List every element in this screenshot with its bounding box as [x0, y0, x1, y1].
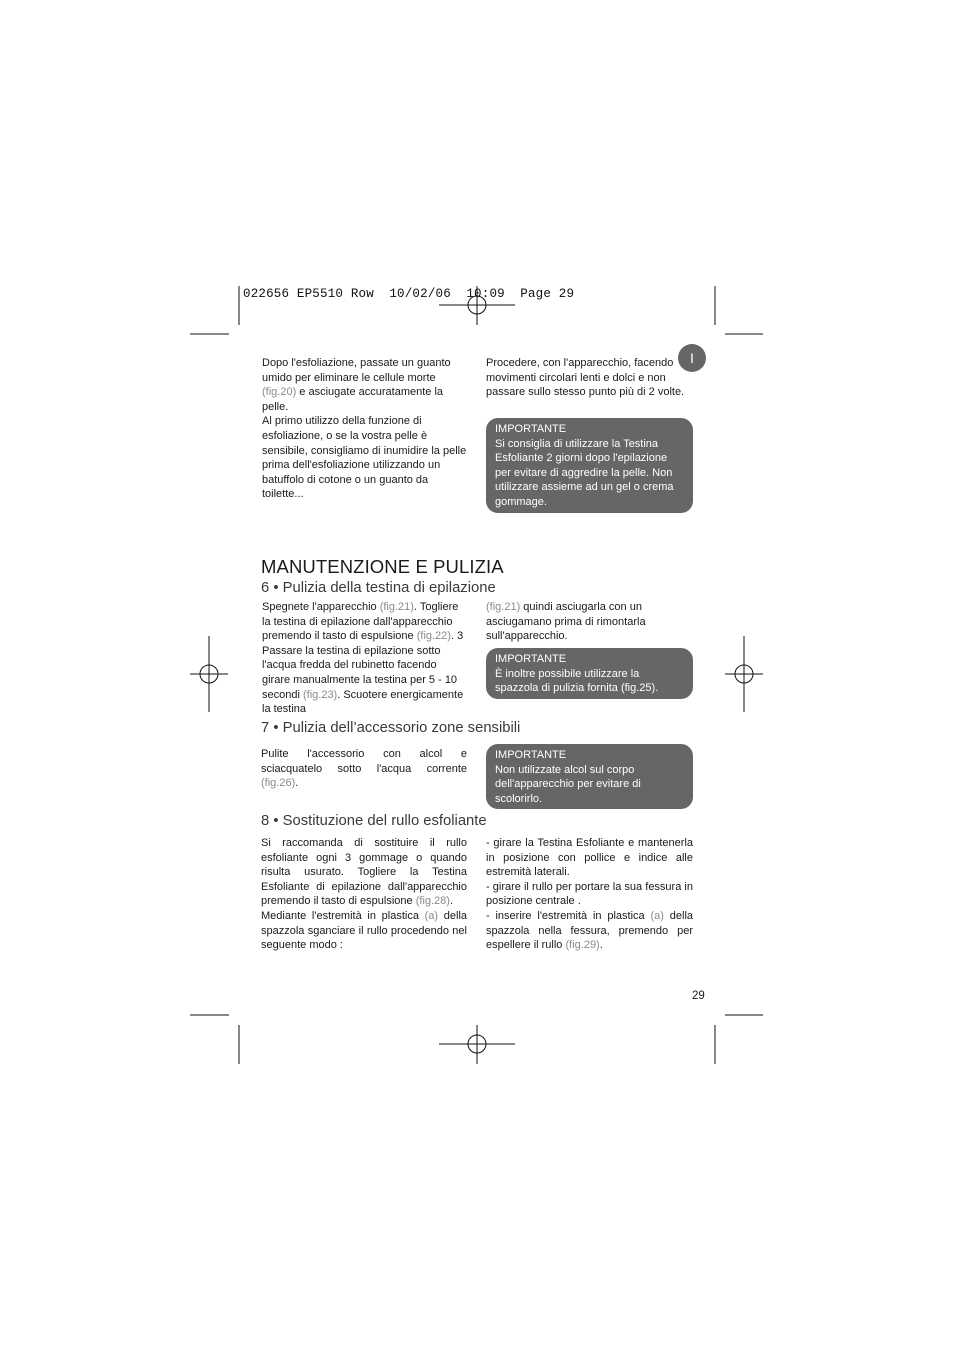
- page-title: MANUTENZIONE E PULIZIA: [261, 556, 504, 577]
- callout-text: È inoltre possibile utilizzare la spazzola di pulizia fornita (fig.25).: [495, 667, 659, 695]
- important-callout-alcohol: [486, 744, 693, 809]
- section-8-left-text-2: Mediante l'estremità in plastica (a) della spazzola sganciare il rullo procedendo nel seguente modo :: [261, 909, 467, 952]
- section-8-right-column: [486, 836, 693, 953]
- section-7-left-column: [261, 747, 467, 791]
- section-6-left-text: Spegnete l'apparecchio (fig.21). Togliere la testina di epilazione dall'apparecchio premendo il tasto di espulsione (fig.22). 3 Passare la testina di epilazione sotto l'acqua fredda del rubinetto facendo girare manualmente la testina per 5 - 10 secondi (fig.23). Scuotere energicamente la testina: [262, 601, 464, 716]
- callout-title: IMPORTANTE: [495, 749, 567, 761]
- section-6-left-column: [262, 600, 467, 717]
- section-8-step-3: - inserire l'estremità in plastica (a) della spazzola nella fessura, premendo per espellere il rullo (fig.29).: [486, 909, 693, 952]
- page-number: 29: [692, 990, 705, 1002]
- intro-paragraph-1: Dopo l'esfoliazione, passate un guanto umido per eliminare le cellule morte (fig.20) e asciugate accuratamente la pelle.: [262, 357, 451, 413]
- section-7-left-text: Pulite l'accessorio con alcol e sciacquatelo sotto l'acqua corrente (fig.26).: [261, 748, 467, 790]
- section-6-heading: 6 • Pulizia della testina di epilazione: [261, 580, 496, 596]
- section-8-heading: 8 • Sostituzione del rullo esfoliante: [261, 813, 487, 829]
- callout-text: Non utilizzate alcol sul corpo dell'apparecchio per evitare di scolorirlo.: [495, 763, 641, 805]
- important-callout-cleaning-brush: [486, 648, 693, 699]
- section-8-left-text-1: Si raccomanda di sostituire il rullo esfoliante ogni 3 gommage o quando risulta usurato. Togliere la Testina Esfoliante di epilazione dall'apparecchio premendo il tasto di espulsione (fig.28).: [261, 837, 467, 908]
- section-8-step-2: - girare il rullo per portare la sua fessura in posizione centrale .: [486, 880, 693, 908]
- important-callout-exfoliation: [486, 418, 693, 513]
- intro-right-column: [486, 356, 691, 400]
- printer-slug: 022656 EP5510 Row 10/02/06 10:09 Page 29: [243, 287, 575, 301]
- intro-paragraph-2: Al primo utilizzo della funzione di esfoliazione, o se la vostra pelle è sensibile, consigliamo di inumidire la pelle prima dell'esfoliazione utilizzando un batuffolo di cotone o un guanto da toilette...: [262, 415, 467, 501]
- intro-right-paragraph: Procedere, con l'apparecchio, facendo movimenti circolari lenti e dolci e non passare sullo stesso punto più di 2 volte.: [486, 357, 685, 399]
- section-7-heading: 7 • Pulizia dell’accessorio zone sensibili: [261, 720, 521, 736]
- callout-title: IMPORTANTE: [495, 653, 567, 665]
- section-8-step-1: - girare la Testina Esfoliante e mantenerla in posizione con pollice e indice alle estremità laterali.: [486, 837, 693, 879]
- intro-left-column: [262, 356, 467, 502]
- section-6-right-column: [486, 600, 691, 644]
- section-8-left-column: [261, 836, 467, 953]
- section-6-right-text: (fig.21) quindi asciugarla con un asciugamano prima di rimontarla sull'apparecchio.: [486, 601, 646, 643]
- callout-title: IMPORTANTE: [495, 423, 567, 435]
- callout-text: Si consiglia di utilizzare la Testina Esfoliante 2 giorni dopo l'epilazione per evitare di aggredire la pelle. Non utilizzare assieme ad un gel o crema gommage.: [495, 437, 674, 508]
- language-badge: I: [678, 344, 706, 372]
